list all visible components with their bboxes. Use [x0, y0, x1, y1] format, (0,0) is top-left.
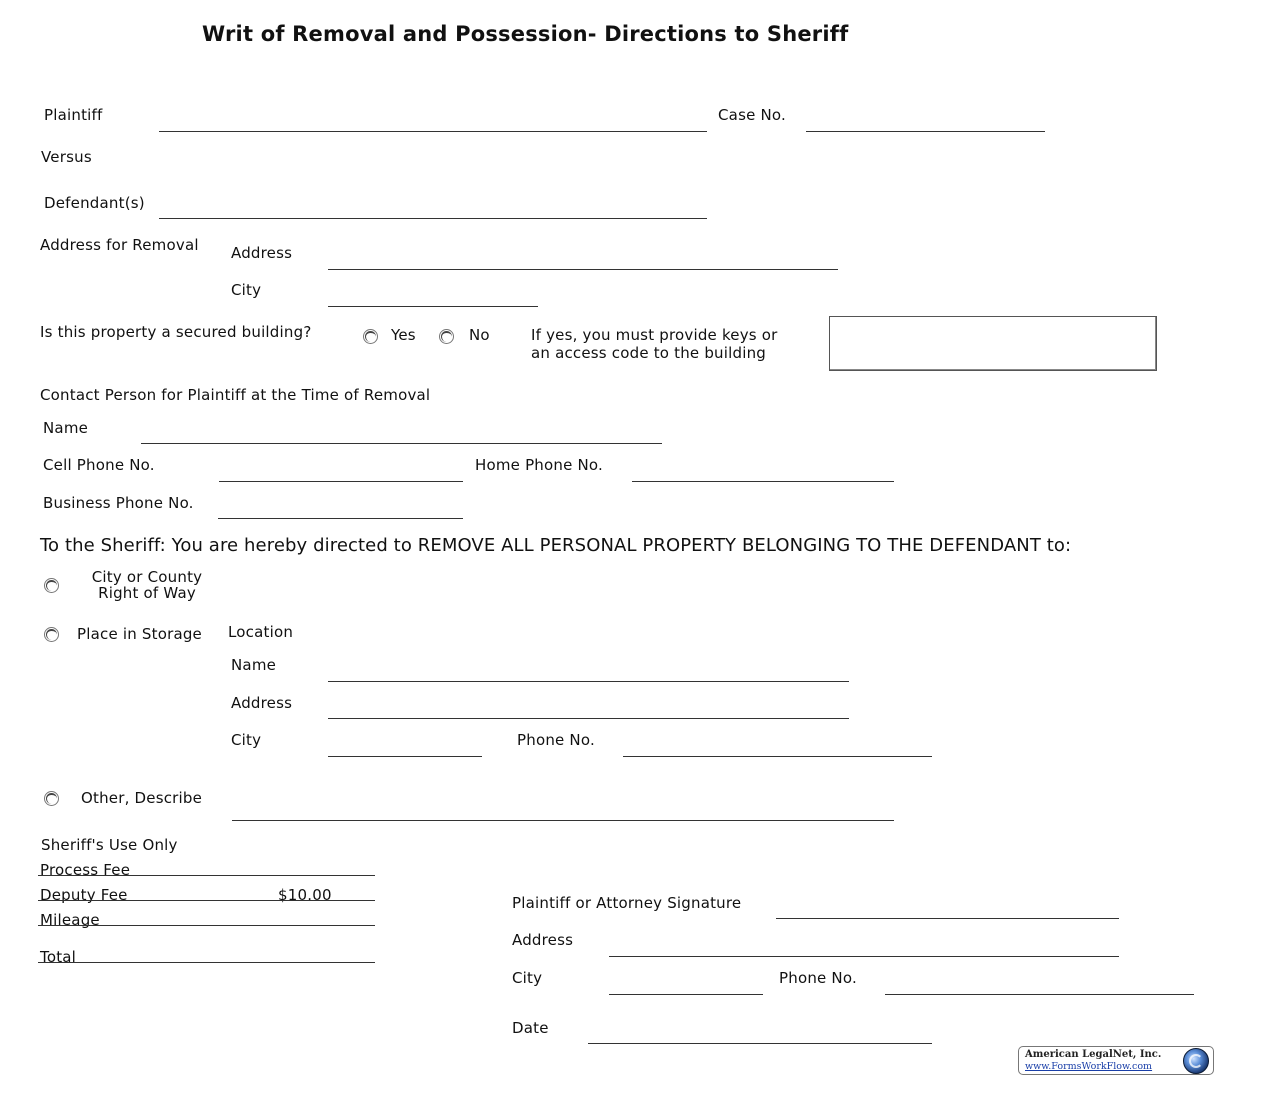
- business-phone-label: Business Phone No.: [43, 494, 194, 512]
- publisher-name: American LegalNet, Inc.: [1025, 1049, 1162, 1060]
- other-label: Other, Describe: [81, 789, 203, 807]
- cell-phone-label: Cell Phone No.: [43, 456, 155, 474]
- signer-phone-field[interactable]: [885, 994, 1194, 995]
- sheriff-use-label: Sheriff's Use Only: [41, 836, 178, 854]
- storage-phone-field[interactable]: [623, 756, 932, 757]
- removal-street-field[interactable]: [328, 269, 838, 270]
- sheriff-directive: To the Sheriff: You are hereby directed to REMOVE ALL PERSONAL PROPERTY BELONGING TO THE DEFENDANT to:: [40, 535, 1072, 556]
- globe-icon: [1183, 1048, 1209, 1074]
- home-phone-field[interactable]: [632, 481, 894, 482]
- other-radio[interactable]: [44, 791, 59, 806]
- signer-city-label: City: [512, 969, 543, 987]
- storage-name-field[interactable]: [328, 681, 849, 682]
- signature-label: Plaintiff or Attorney Signature: [512, 894, 742, 912]
- right-of-way-radio[interactable]: [44, 578, 59, 593]
- access-code-field[interactable]: [829, 316, 1157, 371]
- storage-location-label: Location: [228, 623, 294, 641]
- business-phone-field[interactable]: [218, 518, 463, 519]
- versus-label: Versus: [41, 148, 92, 166]
- storage-radio[interactable]: [44, 627, 59, 642]
- case-no-label: Case No.: [718, 106, 786, 124]
- contact-name-label: Name: [43, 419, 89, 437]
- mileage-label: Mileage: [40, 911, 100, 929]
- secured-building-question: Is this property a secured building?: [40, 323, 312, 341]
- removal-city-field[interactable]: [328, 306, 538, 307]
- removal-city-label: City: [231, 281, 262, 299]
- case-no-field[interactable]: [806, 131, 1045, 132]
- contact-name-field[interactable]: [141, 443, 662, 444]
- removal-address-label: Address for Removal: [40, 236, 199, 254]
- plaintiff-label: Plaintiff: [44, 106, 103, 124]
- total-field[interactable]: [38, 962, 375, 963]
- signer-address-label: Address: [512, 931, 574, 949]
- secured-note-line2: an access code to the building: [531, 344, 767, 362]
- publisher-url[interactable]: www.FormsWorkFlow.com: [1025, 1061, 1153, 1072]
- total-label: Total: [40, 948, 77, 966]
- date-label: Date: [512, 1019, 549, 1037]
- storage-address-field[interactable]: [328, 718, 849, 719]
- plaintiff-field[interactable]: [159, 131, 707, 132]
- storage-label: Place in Storage: [77, 625, 202, 643]
- defendants-field[interactable]: [159, 218, 707, 219]
- secured-note-line1: If yes, you must provide keys or: [531, 326, 778, 344]
- right-of-way-label-line1: City or County: [91, 568, 203, 586]
- signer-phone-label: Phone No.: [779, 969, 857, 987]
- defendants-label: Defendant(s): [44, 194, 145, 212]
- deputy-fee-label: Deputy Fee: [40, 886, 128, 904]
- deputy-fee-field[interactable]: [38, 900, 375, 901]
- deputy-fee-value: $10.00: [278, 886, 332, 904]
- process-fee-field[interactable]: [38, 875, 375, 876]
- secured-no-label: No: [469, 326, 490, 344]
- removal-street-label: Address: [231, 244, 293, 262]
- storage-address-label: Address: [231, 694, 293, 712]
- home-phone-label: Home Phone No.: [475, 456, 604, 474]
- publisher-logo: [1018, 1046, 1214, 1075]
- secured-yes-label: Yes: [391, 326, 416, 344]
- right-of-way-label-line2: Right of Way: [98, 584, 196, 602]
- secured-no-radio[interactable]: [439, 329, 454, 344]
- signature-field[interactable]: [776, 918, 1119, 919]
- signer-address-field[interactable]: [609, 956, 1119, 957]
- storage-city-label: City: [231, 731, 262, 749]
- page-title: Writ of Removal and Possession- Directions to Sheriff: [202, 22, 849, 46]
- cell-phone-field[interactable]: [219, 481, 463, 482]
- storage-name-label: Name: [231, 656, 277, 674]
- signer-city-field[interactable]: [609, 994, 763, 995]
- other-description-field[interactable]: [232, 820, 894, 821]
- process-fee-label: Process Fee: [40, 861, 131, 879]
- secured-yes-radio[interactable]: [363, 329, 378, 344]
- storage-phone-label: Phone No.: [517, 731, 595, 749]
- date-field[interactable]: [588, 1043, 932, 1044]
- storage-city-field[interactable]: [328, 756, 482, 757]
- contact-section-label: Contact Person for Plaintiff at the Time of Removal: [40, 386, 431, 404]
- mileage-field[interactable]: [38, 925, 375, 926]
